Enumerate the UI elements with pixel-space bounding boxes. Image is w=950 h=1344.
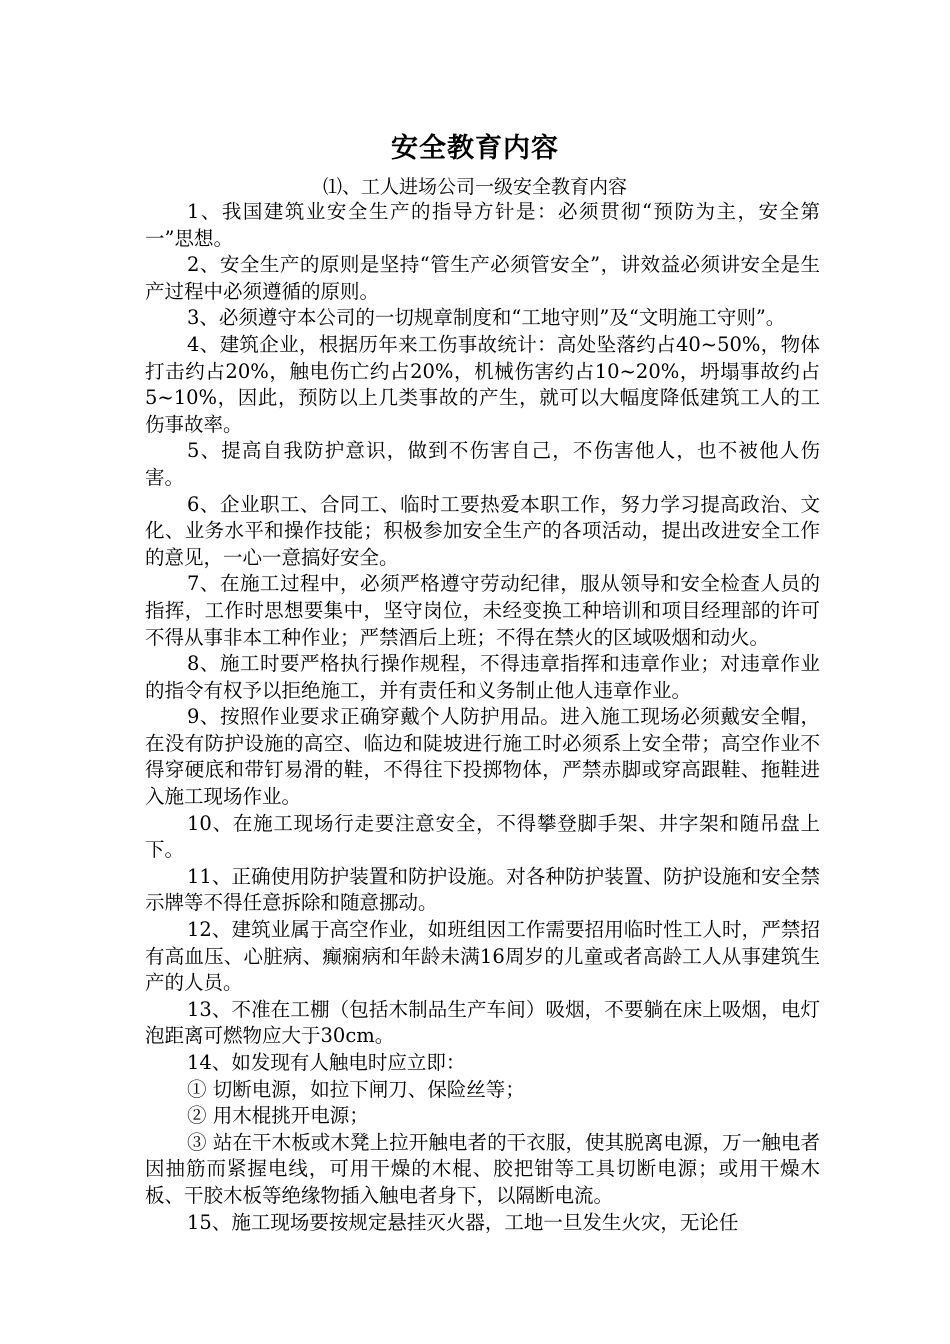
paragraph-6: 6、企业职工、合同工、临时工要热爱本职工作，努力学习提高政治、文化、业务水平和操作技能；积极参加安全生产的各项活动，提出改进安全工作的意见，一心一意搞好安全。 [145,492,820,569]
list-item-1: ① 切断电源，如拉下闸刀、保险丝等； [187,1077,525,1101]
paragraph-4: 4、建筑企业，根据历年来工伤事故统计：高处坠落约占40~50%，物体打击约占20%，触电伤亡约占20%，机械伤害约占10~20%，坍塌事故约占5~10%，因此，预防以上几类事故的产生，就可以大幅度降低建筑工人的工伤事故率。 [145,332,820,436]
paragraph-1: 1、我国建筑业安全生产的指导方针是：必须贯彻“预防为主，安全第一”思想。 [145,200,820,250]
section-heading: ⑴、工人进场公司一级安全教育内容 [322,176,627,198]
list-item-2: ② 用木棍挑开电源； [187,1104,369,1128]
paragraph-8: 8、施工时要严格执行操作规程，不得违章指挥和违章作业；对违章作业的指令有权予以拒绝施工，并有责任和义务制止他人违章作业。 [145,652,820,702]
paragraph-7: 7、在施工过程中，必须严格遵守劳动纪律，服从领导和安全检查人员的指挥，工作时思想要集中，坚守岗位，未经变换工种培训和项目经理部的许可不得从事非本工种作业；严禁酒后上班；不得在禁火的区域吸烟和动火。 [145,572,820,649]
paragraph-14: 14、如发现有人触电时应立即： [187,1051,466,1074]
document-body [145,199,820,1236]
paragraph-12: 12、建筑业属于高空作业，如班组因工作需要招用临时性工人时，严禁招有高血压、心脏病、癫痫病和年龄未满16周岁的儿童或者高龄工人从事建筑生产的人员。 [145,918,820,995]
paragraph-15: 15、施工现场要按规定悬挂灭火器，工地一旦发生火灾，无论任 [187,1210,739,1234]
paragraph-13: 13、不准在工棚（包括木制品生产车间）吸烟，不要躺在床上吸烟，电灯泡距离可燃物应大于30cm。 [145,997,820,1048]
paragraph-2: 2、安全生产的原则是坚持“管生产必须管安全”，讲效益必须讲安全是生产过程中必须遵循的原则。 [145,253,820,303]
paragraph-3: 3、必须遵守本公司的一切规章制度和“工地守则”及“文明施工守则”。 [187,306,786,330]
paragraph-10: 10、在施工现场行走要注意安全，不得攀登脚手架、井字架和随吊盘上下。 [145,811,820,862]
paragraph-5: 5、提高自我防护意识，做到不伤害自己，不伤害他人，也不被他人伤害。 [145,439,820,489]
list-item-3: ③ 站在干木板或木凳上拉开触电者的干衣服，使其脱离电源，万一触电者因抽筋而紧握电线，可用干燥的木棍、胶把钳等工具切断电源；或用干燥木板、干胶木板等绝缘物插入触电者身下，以隔断电流。 [145,1130,820,1207]
document-title: 安全教育内容 [391,133,559,164]
paragraph-11: 11、正确使用防护装置和防护设施。对各种防护装置、防护设施和安全禁示牌等不得任意拆除和随意挪动。 [145,864,820,915]
paragraph-9: 9、按照作业要求正确穿戴个人防护用品。进入施工现场必须戴安全帽，在没有防护设施的高空、临边和陡坡进行施工时必须系上安全带；高空作业不得穿硬底和带钉易滑的鞋，不得往下投掷物体，严禁赤脚或穿高跟鞋、拖鞋进入施工现场作业。 [145,705,820,809]
